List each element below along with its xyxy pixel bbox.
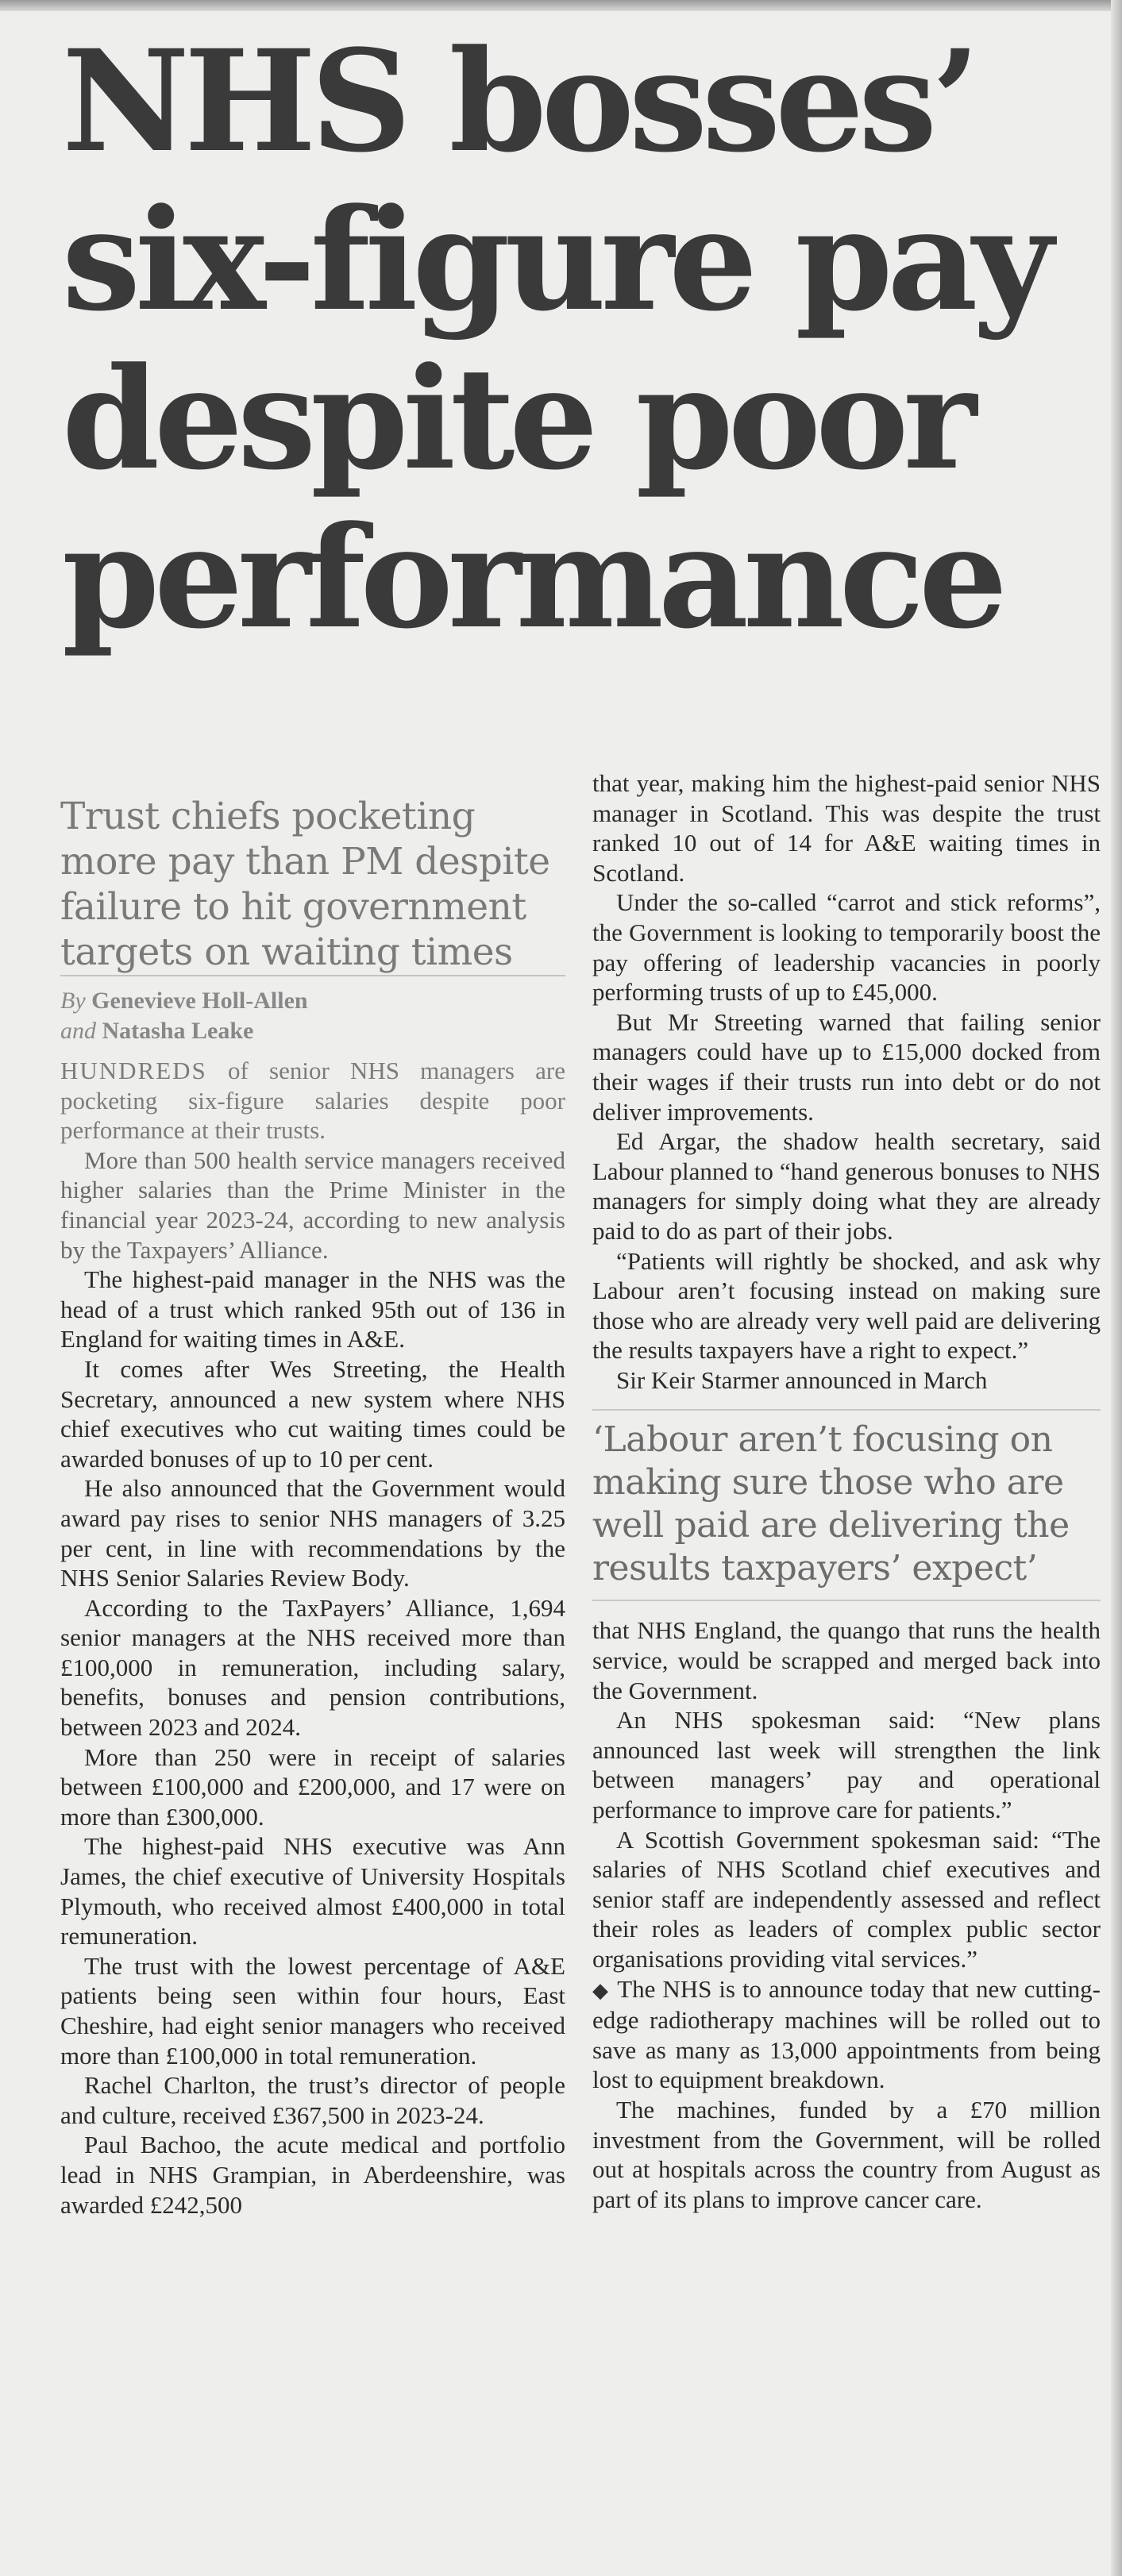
article-column-left [60, 794, 565, 2220]
body-paragraph: More than 500 health service managers received higher salaries than the Prime Minister in the financial year 2023-24, according to new analysis by the Taxpayers’ Alliance. [60, 1146, 565, 1264]
byline-author-1: Genevieve Holl-Allen [91, 988, 308, 1014]
body-paragraph: It comes after Wes Streeting, the Health Secretary, announced a new system where NHS chief executives who cut waiting times could be awarded bonuses of up to 10 per cent. [60, 1354, 565, 1473]
body-paragraph: The highest-paid NHS executive was Ann James, the chief executive of University Hospitals Plymouth, who received almost £400,000 in total remuneration. [60, 1832, 565, 1950]
standfirst: Trust chiefs pocketing more pay than PM despite failure to hit government targets on waiting times [60, 795, 550, 974]
body-paragraph: A Scottish Government spokesman said: “The salaries of NHS Scotland chief executives and senior staff are independently assessed and reflect their roles as leaders of complex public sector organisations providing vital services.” [592, 1825, 1101, 1973]
body-paragraph: Rachel Charlton, the trust’s director of people and culture, received £367,500 in 2023-24. [60, 2071, 565, 2129]
body-paragraph: But Mr Streeting warned that failing senior managers could have up to £15,000 docked from their wages if their trusts run into debt or do not deliver improvements. [592, 1007, 1101, 1126]
lead-paragraph [60, 1056, 565, 1146]
byline-and: and [60, 1018, 96, 1044]
body-paragraph: The trust with the lowest percentage of A&E patients being seen within four hours, East Cheshire, had eight senior managers who received more than £100,000 in total remuneration. [60, 1951, 565, 2070]
page-right-edge [1111, 0, 1122, 2576]
page-top-edge [0, 0, 1122, 11]
body-paragraph: “Patients will rightly be shocked, and ask why Labour aren’t focusing instead on making sure those who are already very well paid are delivering the results taxpayers have a right to expect.” [592, 1246, 1101, 1365]
article-column-right [592, 768, 1101, 2214]
diamond-bullet-icon: ◆ [592, 1978, 610, 2002]
headline-line-2: six-figure pay [62, 178, 1048, 342]
body-paragraph: More than 250 were in receipt of salaries between £100,000 and £200,000, and 17 were on more than £300,000. [60, 1742, 565, 1831]
body-paragraph: According to the TaxPayers’ Alliance, 1,694 senior managers at the NHS received more than £100,000 in remuneration, including salary, benefits, bonuses and pension contributions, between 2023 and 2024. [60, 1593, 565, 1742]
body-paragraph [592, 1974, 1101, 2095]
body-paragraph: An NHS spokesman said: “New plans announced last week will strengthen the link between managers’ pay and operational performance to improve care for patients.” [592, 1706, 1101, 1824]
headline-line-4: performance [62, 495, 1002, 660]
pull-quote: ‘Labour aren’t focusing on making sure those who are well paid are delivering the results taxpayers’ expect’ [592, 1409, 1101, 1601]
body-paragraph: that year, making him the highest-paid senior NHS manager in Scotland. This was despite the trust ranked 10 out of 14 for A&E waiting times in Scotland. [592, 769, 1101, 887]
body-paragraph: that NHS England, the quango that runs the health service, would be scrapped and merged back into the Government. [592, 1616, 1101, 1704]
headline-line-1: NHS bosses’ [62, 19, 975, 183]
body-paragraph: Sir Keir Starmer announced in March [616, 1365, 988, 1394]
lead-caps: HUNDREDS [60, 1057, 207, 1084]
headline-line-3: despite poor [62, 337, 972, 501]
byline [60, 975, 565, 1046]
headline [62, 19, 1062, 660]
body-paragraph: Ed Argar, the shadow health secretary, said Labour planned to “hand generous bonuses to NHS managers for simply doing what they are already paid to do as part of their jobs. [592, 1127, 1101, 1245]
body-paragraph-text: The NHS is to announce today that new cutting-edge radiotherapy machines will be rolled out to save as many as 13,000 appointments from being lost to equipment breakdown. [592, 1974, 1101, 2094]
byline-by: By [60, 988, 86, 1014]
body-paragraph: Paul Bachoo, the acute medical and portfolio lead in NHS Grampian, in Aberdeenshire, was awarded £242,500 [60, 2131, 565, 2219]
body-paragraph: The highest-paid manager in the NHS was the head of a trust which ranked 95th out of 136 in England for waiting times in A&E. [60, 1265, 565, 1353]
body-paragraph: The machines, funded by a £70 million investment from the Government, will be rolled out at hospitals across the country from August as part of its plans to improve cancer care. [592, 2095, 1101, 2213]
byline-author-2: Natasha Leake [102, 1018, 254, 1044]
body-paragraph: Under the so-called “carrot and stick reforms”, the Government is looking to temporarily boost the pay offering of leadership vacancies in poorly performing trusts of up to £45,000. [592, 888, 1101, 1007]
body-paragraph: He also announced that the Government would award pay rises to senior NHS managers of 3.25 per cent, in line with recommendations by the NHS Senior Salaries Review Body. [60, 1474, 565, 1592]
lead-text: of senior NHS managers are pocketing six-figure salaries despite poor performance at their trusts. [60, 1057, 565, 1145]
